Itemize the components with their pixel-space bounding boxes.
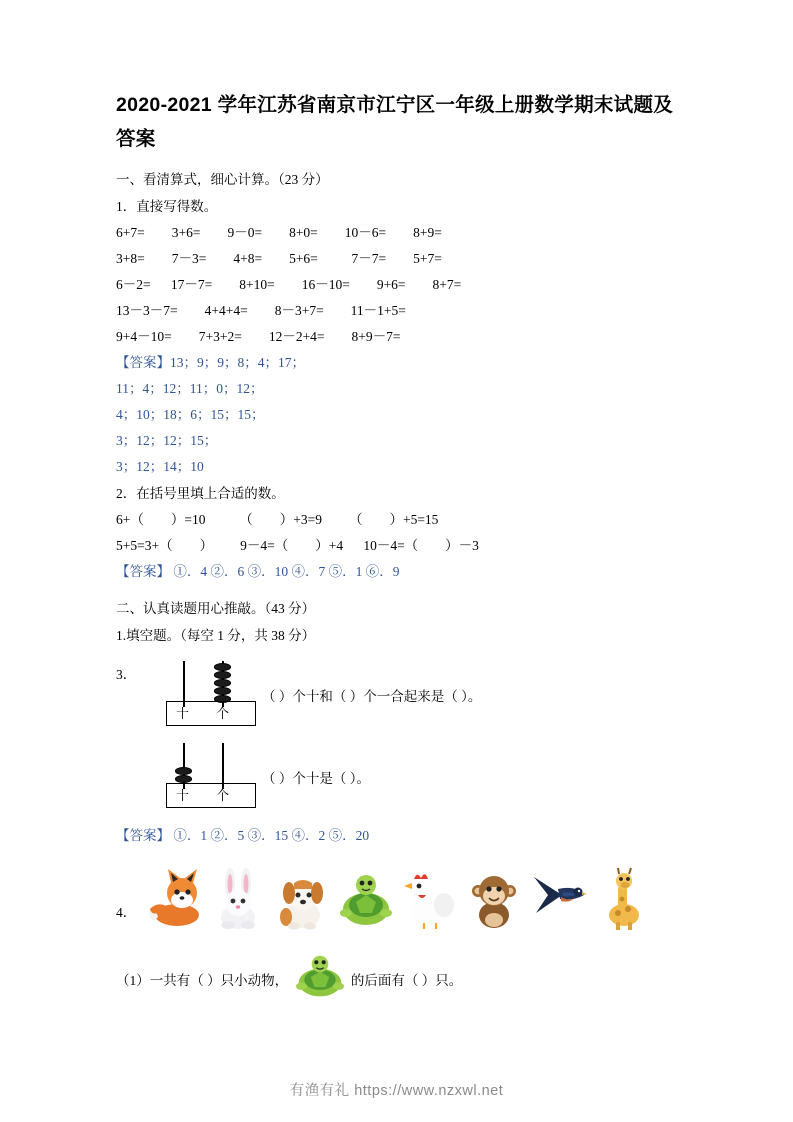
calc-row: 3+8= 7－3= 4+8= 5+6= 7－7= 5+7=: [116, 251, 442, 266]
question-4-sub1-text: （1）一共有（ ）只小动物，: [116, 973, 289, 988]
abacus-bead: [175, 767, 192, 775]
question-4-sub1: [116, 953, 677, 1001]
section2-heading: 二、认真读题用心推敲。（43 分）: [116, 601, 316, 616]
abacus-bead: [214, 687, 231, 695]
answer-line: 3；12；12；15；: [116, 433, 218, 448]
abacus-bead: [214, 663, 231, 671]
question-3b-text: （ ）个十是（ ）。: [262, 771, 370, 786]
calc-row: 9+4－10= 7+3+2= 12－2+4= 8+9－7=: [116, 329, 401, 344]
abacus-label-tens: 十: [176, 706, 190, 721]
abacus-label-ones: 个: [216, 788, 230, 803]
question-2-title: 2．在括号里填上合适的数。: [116, 486, 285, 501]
abacus-label-tens: 十: [176, 788, 190, 803]
answer-line: 【答案】 ①．4 ②．6 ③．10 ④．7 ⑤．1 ⑥．9: [116, 564, 400, 579]
abacus-label-ones: 个: [216, 706, 230, 721]
calc-row: 6+7= 3+6= 9－0= 8+0= 10－6= 8+9=: [116, 225, 442, 240]
question-3b-figure-row: [116, 743, 677, 813]
section1-heading: 一、看清算式，细心计算。（23 分）: [116, 172, 329, 187]
question-1-title: 1．直接写得数。: [116, 199, 218, 214]
fill-blank-row: 5+5=3+（ ） 9－4=（ ）+4 10－4=（ ）－3: [116, 538, 479, 553]
question-3-text: （ ）个十和（ ）个一合起来是（ ）。: [262, 689, 482, 704]
chicken-icon: [400, 865, 460, 931]
answer-line: 4；10；18；6；15；15；: [116, 407, 265, 422]
abacus-bead: [214, 671, 231, 679]
question-4-figure-row: [116, 859, 677, 931]
rabbit-icon: [208, 865, 268, 931]
answer-line: 【答案】 ①．1 ②．5 ③．15 ④．2 ⑤．20: [116, 828, 370, 843]
animal-picture-strip: [144, 859, 652, 931]
dog-icon: [272, 865, 332, 931]
giraffe-icon: [592, 865, 652, 931]
calc-row: 6－2= 17－7= 8+10= 16－10= 9+6= 8+7=: [116, 277, 462, 292]
answer-line: 3；12；14；10: [116, 459, 204, 474]
question-3-figure-row: [116, 661, 677, 731]
page-title: 2020-2021 学年江苏省南京市江宁区一年级上册数学期末试题及答案: [116, 94, 674, 150]
abacus-bead: [175, 775, 192, 783]
watermark: 有渔有礼 https://www.nzxwl.net: [289, 1083, 504, 1099]
swallow-icon: [528, 865, 588, 931]
section2-q1-title: 1.填空题。（每空 1 分，共 38 分）: [116, 628, 316, 643]
monkey-icon: [464, 865, 524, 931]
turtle-inline-icon: [292, 953, 348, 1001]
calc-row: 13－3－7= 4+4+4= 8－3+7= 11－1+5=: [116, 303, 406, 318]
question-4-number: 4．: [116, 905, 137, 920]
question-3-number: 3．: [116, 667, 137, 682]
abacus-bead: [214, 679, 231, 687]
answer-line: 【答案】13；9；9；8；4；17；: [116, 355, 305, 370]
answer-line: 11；4；12；11；0；12；: [116, 381, 264, 396]
abacus-figure-1: [166, 661, 262, 731]
fill-blank-row: 6+（ ）=10 （ ）+3=9 （ ）+5=15: [116, 512, 439, 527]
fox-icon: [144, 865, 204, 931]
turtle-icon: [336, 865, 396, 931]
question-4-sub1-tail: 的后面有（ ）只。: [350, 973, 463, 988]
abacus-figure-2: [166, 743, 262, 813]
